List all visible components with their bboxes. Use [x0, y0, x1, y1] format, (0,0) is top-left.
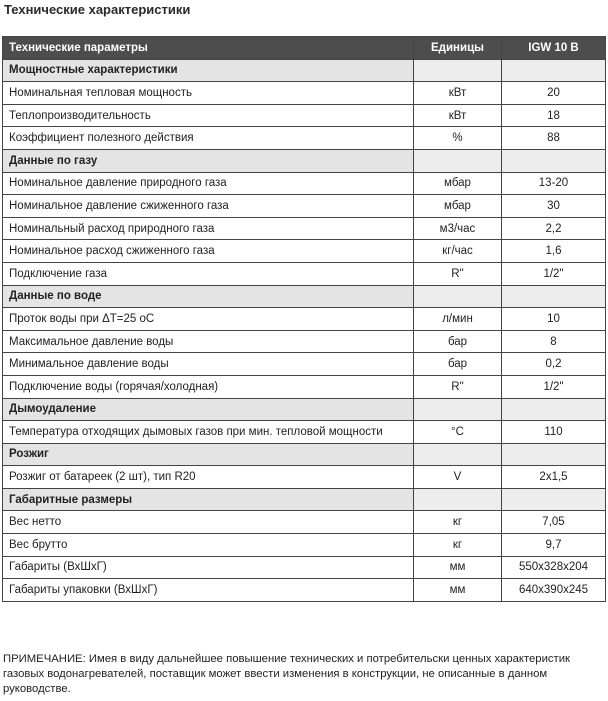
- value-cell: 1/2": [502, 262, 606, 285]
- unit-cell: м3/час: [414, 217, 502, 240]
- value-cell: 20: [502, 82, 606, 105]
- value-cell: 10: [502, 308, 606, 331]
- param-cell: Габариты (ВхШхГ): [3, 556, 414, 579]
- note-text: ПРИМЕЧАНИЕ: Имея в виду дальнейшее повышение технических и потребительски ценных характеристик газовых водонагревателей, поставщик может ввести изменения в конструкции, не описанные в данном руководстве.: [3, 653, 570, 695]
- section-row: [3, 285, 606, 308]
- unit-cell: %: [414, 127, 502, 150]
- value-cell: 0,2: [502, 353, 606, 376]
- value-cell: 30: [502, 195, 606, 218]
- unit-cell: бар: [414, 353, 502, 376]
- value-cell: 640x390x245: [502, 579, 606, 602]
- table-row: [3, 127, 606, 150]
- param-cell: Номинальное давление природного газа: [3, 172, 414, 195]
- param-cell: Температура отходящих дымовых газов при мин. тепловой мощности: [3, 421, 414, 444]
- section-title: Дымоудаление: [3, 398, 414, 421]
- section-blank-cell: [414, 398, 502, 421]
- table-row: [3, 308, 606, 331]
- table-row: [3, 511, 606, 534]
- param-cell: Габариты упаковки (ВхШхГ): [3, 579, 414, 602]
- param-cell: Номинальный расход природного газа: [3, 217, 414, 240]
- table-row: [3, 217, 606, 240]
- table-row: [3, 240, 606, 263]
- unit-cell: R": [414, 262, 502, 285]
- unit-cell: кВт: [414, 82, 502, 105]
- unit-cell: кВт: [414, 104, 502, 127]
- param-cell: Подключение газа: [3, 262, 414, 285]
- table-row: [3, 172, 606, 195]
- unit-cell: °C: [414, 421, 502, 444]
- unit-cell: V: [414, 466, 502, 489]
- section-blank-cell: [502, 285, 606, 308]
- section-blank-cell: [414, 488, 502, 511]
- section-blank-cell: [414, 443, 502, 466]
- unit-cell: мм: [414, 556, 502, 579]
- section-row: [3, 443, 606, 466]
- param-cell: Проток воды при ΔT=25 oC: [3, 308, 414, 331]
- header-model: IGW 10 B: [502, 37, 606, 60]
- section-row: [3, 59, 606, 82]
- section-blank-cell: [502, 443, 606, 466]
- param-cell: Номинальное расход сжиженного газа: [3, 240, 414, 263]
- table-row: [3, 195, 606, 218]
- section-blank-cell: [414, 285, 502, 308]
- param-cell: Максимальное давление воды: [3, 330, 414, 353]
- section-blank-cell: [502, 149, 606, 172]
- unit-cell: R": [414, 375, 502, 398]
- table-row: [3, 375, 606, 398]
- section-blank-cell: [502, 488, 606, 511]
- value-cell: 13-20: [502, 172, 606, 195]
- table-row: [3, 330, 606, 353]
- unit-cell: кг/час: [414, 240, 502, 263]
- param-cell: Коэффициент полезного действия: [3, 127, 414, 150]
- table-row: [3, 262, 606, 285]
- table-row: [3, 353, 606, 376]
- section-row: [3, 488, 606, 511]
- value-cell: 9,7: [502, 534, 606, 557]
- section-blank-cell: [414, 59, 502, 82]
- value-cell: 18: [502, 104, 606, 127]
- param-cell: Вес нетто: [3, 511, 414, 534]
- table-header-row: [3, 37, 606, 60]
- section-title: Данные по газу: [3, 149, 414, 172]
- table-row: [3, 579, 606, 602]
- unit-cell: мм: [414, 579, 502, 602]
- header-parameters: Технические параметры: [3, 37, 414, 60]
- value-cell: 110: [502, 421, 606, 444]
- specs-table: [2, 36, 606, 602]
- section-row: [3, 149, 606, 172]
- section-title: Данные по воде: [3, 285, 414, 308]
- section-blank-cell: [414, 149, 502, 172]
- section-title: Розжиг: [3, 443, 414, 466]
- param-cell: Номинальное давление сжиженного газа: [3, 195, 414, 218]
- value-cell: 2x1,5: [502, 466, 606, 489]
- section-blank-cell: [502, 59, 606, 82]
- unit-cell: бар: [414, 330, 502, 353]
- header-units: Единицы: [414, 37, 502, 60]
- value-cell: 8: [502, 330, 606, 353]
- unit-cell: мбар: [414, 195, 502, 218]
- table-row: [3, 556, 606, 579]
- value-cell: 88: [502, 127, 606, 150]
- unit-cell: кг: [414, 534, 502, 557]
- section-title: Мощностные характеристики: [3, 59, 414, 82]
- table-row: [3, 82, 606, 105]
- section-row: [3, 398, 606, 421]
- table-row: [3, 104, 606, 127]
- param-cell: Розжиг от батареек (2 шт), тип R20: [3, 466, 414, 489]
- param-cell: Номинальная тепловая мощность: [3, 82, 414, 105]
- unit-cell: кг: [414, 511, 502, 534]
- param-cell: Минимальное давление воды: [3, 353, 414, 376]
- specs-table-body: [3, 59, 606, 601]
- param-cell: Подключение воды (горячая/холодная): [3, 375, 414, 398]
- table-row: [3, 421, 606, 444]
- param-cell: Теплопроизводительность: [3, 104, 414, 127]
- page-title: Технические характеристики: [4, 2, 191, 17]
- section-blank-cell: [502, 398, 606, 421]
- unit-cell: мбар: [414, 172, 502, 195]
- value-cell: 1/2": [502, 375, 606, 398]
- value-cell: 550x328x204: [502, 556, 606, 579]
- value-cell: 1,6: [502, 240, 606, 263]
- table-row: [3, 466, 606, 489]
- value-cell: 2,2: [502, 217, 606, 240]
- section-title: Габаритные размеры: [3, 488, 414, 511]
- table-row: [3, 534, 606, 557]
- param-cell: Вес брутто: [3, 534, 414, 557]
- value-cell: 7,05: [502, 511, 606, 534]
- unit-cell: л/мин: [414, 308, 502, 331]
